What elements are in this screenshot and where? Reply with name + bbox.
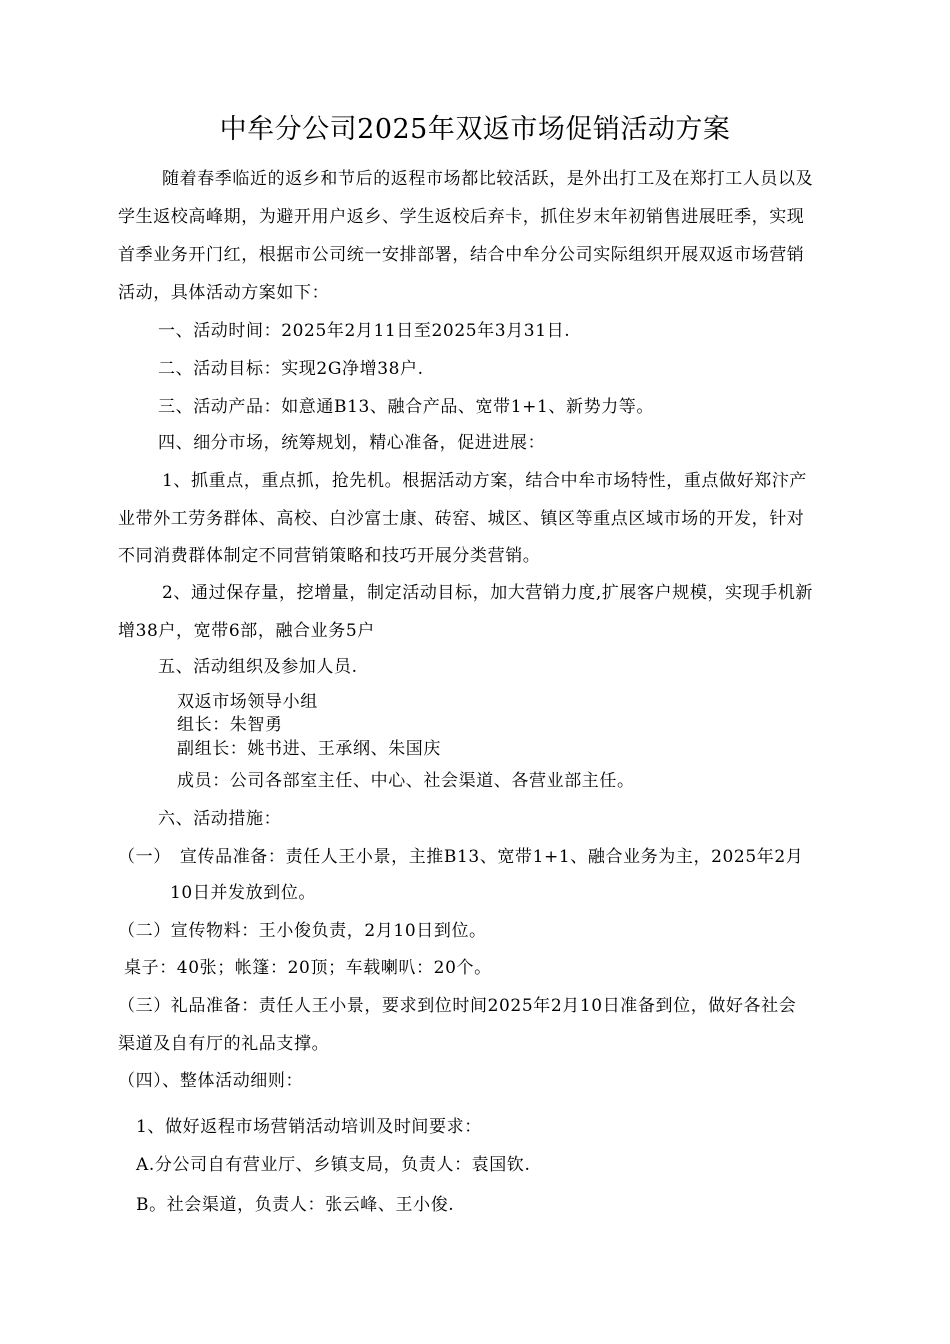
measure-2-items: 桌子：40张；帐篷：20顶；车载喇叭：20个。 [124,958,492,978]
measure-1-cont: 10日并发放到位。 [170,883,317,903]
intro-line: 首季业务开门红，根据市公司统一安排部署，结合中牟分公司实际组织开展双返市场营销 [118,245,805,265]
section-goal: 二、活动目标：实现2G净增38户. [158,359,424,379]
section-measures: 六、活动措施： [158,809,282,829]
market-item-line: 业带外工劳务群体、高校、白沙富士康、砖窑、城区、镇区等重点区域市场的开发，针对 [118,509,805,529]
measure-1: （一） 宣传品准备：责任人王小景，主推B13、宽带1+1、融合业务为主，2025年2月 [118,847,804,867]
intro-line: 活动，具体活动方案如下： [118,283,330,303]
market-item-line: 增38户，宽带6部，融合业务5户 [118,621,375,641]
document-title: 中牟分公司2025年双返市场促销活动方案 [219,114,731,145]
measure-3: （三）礼品准备：责任人王小景，要求到位时间2025年2月10日准备到位，做好各社会 [118,996,797,1016]
market-item-line: 1、抓重点，重点抓，抢先机。根据活动方案，结合中牟市场特性，重点做好郑汴产 [162,471,808,491]
measure-3-cont: 渠道及自有厅的礼品支撑。 [118,1034,330,1054]
section-time: 一、活动时间：2025年2月11日至2025年3月31日. [158,321,571,341]
section-products: 三、活动产品：如意通B13、融合产品、宽带1+1、新势力等。 [158,397,654,417]
measure-4-a: A.分公司自有营业厅、乡镇支局，负责人：袁国钦. [136,1155,531,1175]
org-leader: 组长：朱智勇 [177,715,283,735]
measure-4: （四）、整体活动细则： [118,1071,304,1091]
measure-4-item: 1、做好返程市场营销活动培训及时间要求： [136,1117,482,1137]
org-deputy: 副组长：姚书进、王承纲、朱国庆 [177,739,441,759]
intro-line: 随着春季临近的返乡和节后的返程市场都比较活跃，是外出打工及在郑打工人员以及 [162,169,814,189]
section-org: 五、活动组织及参加人员. [158,657,358,677]
intro-line: 学生返校高峰期，为避开用户返乡、学生返校后弃卡，抓住岁末年初销售进展旺季，实现 [118,207,805,227]
measure-2: （二）宣传物料：王小俊负责，2月10日到位。 [118,921,487,941]
org-members: 成员：公司各部室主任、中心、社会渠道、各营业部主任。 [177,771,635,791]
market-item-line: 2、通过保存量，挖增量，制定活动目标，加大营销力度,扩展客户规模，实现手机新 [162,583,814,603]
market-item-line: 不同消费群体制定不同营销策略和技巧开展分类营销。 [118,546,541,566]
measure-4-b: B。社会渠道，负责人：张云峰、王小俊. [136,1195,455,1215]
section-market: 四、细分市场，统筹规划，精心准备，促进进展： [158,433,546,453]
org-group: 双返市场领导小组 [177,692,318,712]
